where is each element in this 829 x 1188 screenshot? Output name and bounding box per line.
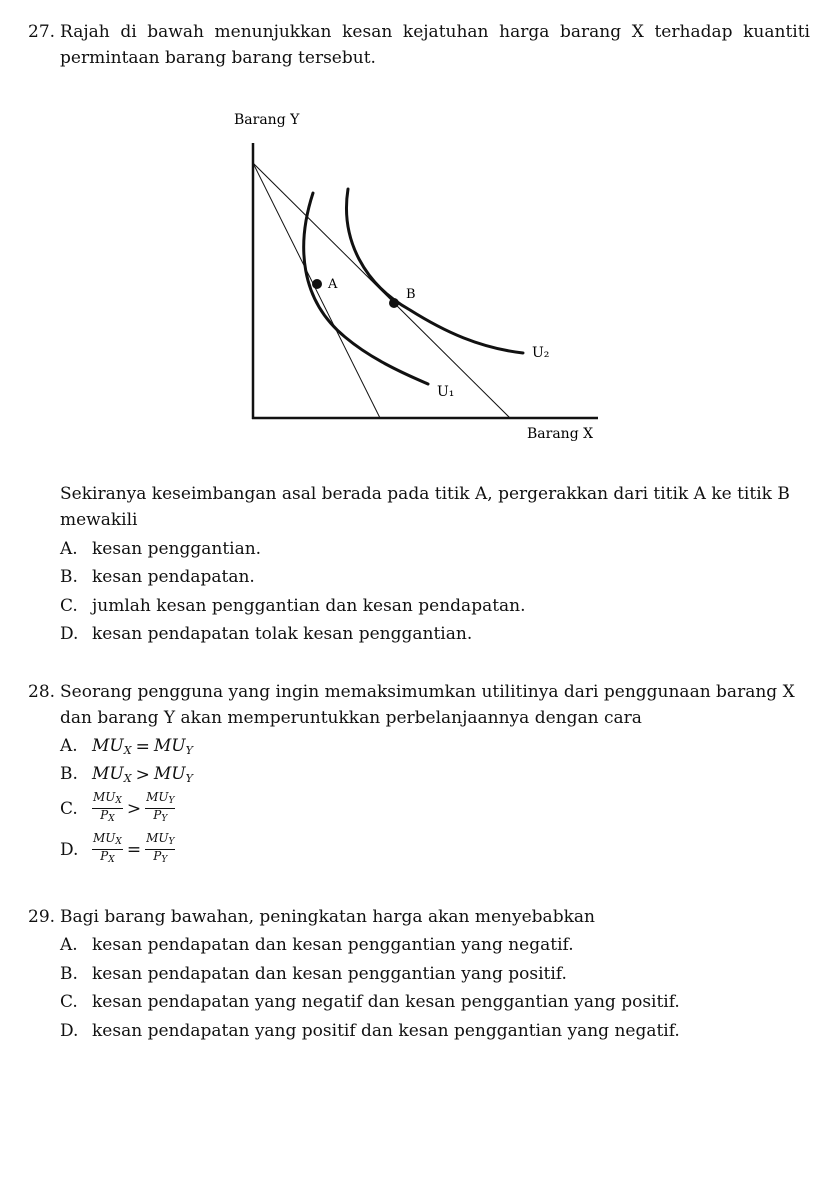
option-letter: D. xyxy=(60,624,79,644)
math-subscript: X xyxy=(123,772,132,785)
curve-u1-label: U₁ xyxy=(437,384,455,400)
option-28-c xyxy=(60,791,175,826)
option-28-d xyxy=(60,832,175,867)
option-text: kesan pendapatan dan kesan penggantian yang negatif. xyxy=(92,935,574,955)
y-axis-label: Barang Y xyxy=(234,112,300,128)
option-text: kesan pendapatan tolak kesan penggantian. xyxy=(92,624,473,644)
numerator-subscript: X xyxy=(115,837,122,847)
math-subscript: X xyxy=(123,744,132,757)
option-text: kesan pendapatan. xyxy=(92,567,255,587)
option-letter: C. xyxy=(60,798,78,819)
question-28-stem: Seorang pengguna yang ingin memaksimumkan utilitinya dari penggunaan barang X dan barang Y akan memperuntukkan perbelanjaannya dengan cara xyxy=(60,682,795,728)
indifference-curve-u2 xyxy=(347,189,523,353)
denominator-subscript: Y xyxy=(161,814,168,824)
option-27-c xyxy=(60,594,526,618)
option-29-b xyxy=(60,962,567,986)
option-28-b xyxy=(60,764,193,785)
x-axis-label: Barang X xyxy=(527,426,594,442)
math-operator: = xyxy=(135,736,150,757)
math-operator: > xyxy=(135,764,150,785)
numerator: MU xyxy=(93,831,116,845)
option-text: kesan pendapatan dan kesan penggantian yang positif. xyxy=(92,964,567,984)
question-stem: Rajah di bawah menunjukkan kesan kejatuhan harga barang X terhadap kuantiti permintaan barang barang tersebut. xyxy=(60,22,810,68)
indifference-curve-diagram xyxy=(200,100,620,450)
point-a-label: A xyxy=(328,277,338,292)
option-text: kesan penggantian. xyxy=(92,539,262,559)
math-term: MU xyxy=(92,764,124,784)
denominator: P xyxy=(153,808,162,822)
option-letter: B. xyxy=(60,764,78,784)
math-operator: > xyxy=(126,798,142,819)
option-letter: D. xyxy=(60,1021,79,1041)
math-term: MU xyxy=(153,764,186,784)
denominator-subscript: Y xyxy=(161,855,168,865)
option-letter: A. xyxy=(60,935,78,955)
option-28-a xyxy=(60,736,193,757)
option-letter: C. xyxy=(60,596,78,616)
denominator-subscript: X xyxy=(108,814,115,824)
math-subscript: Y xyxy=(185,744,193,757)
numerator: MU xyxy=(93,790,116,804)
fraction-right xyxy=(145,832,175,867)
option-text: kesan pendapatan yang negatif dan kesan penggantian yang positif. xyxy=(92,992,680,1012)
option-text: jumlah kesan penggantian dan kesan pendapatan. xyxy=(92,596,526,616)
option-letter: B. xyxy=(60,567,78,587)
point-b-label: B xyxy=(406,287,416,302)
math-term: MU xyxy=(153,736,186,756)
numerator: MU xyxy=(146,831,169,845)
point-a-marker xyxy=(312,279,322,289)
budget-line-original xyxy=(253,163,380,418)
math-subscript: Y xyxy=(185,772,193,785)
fraction-right xyxy=(145,791,175,826)
question-27-prompt: Sekiranya keseimbangan asal berada pada titik A, pergerakkan dari titik A ke titik B mewakili xyxy=(60,484,790,530)
option-29-a xyxy=(60,933,574,957)
option-text: kesan pendapatan yang positif dan kesan penggantian yang negatif. xyxy=(92,1021,680,1041)
option-27-a xyxy=(60,537,261,561)
numerator-subscript: X xyxy=(115,796,122,806)
point-b-marker xyxy=(389,298,399,308)
option-letter: D. xyxy=(60,839,79,860)
denominator: P xyxy=(100,808,109,822)
denominator-subscript: X xyxy=(108,855,115,865)
numerator-subscript: Y xyxy=(168,837,175,847)
numerator-subscript: Y xyxy=(168,796,175,806)
question-29-stem: Bagi barang bawahan, peningkatan harga akan menyebabkan xyxy=(60,907,595,927)
fraction-left xyxy=(92,791,123,826)
question-29-number: 29. xyxy=(28,907,56,927)
question-28-number: 28. xyxy=(28,682,56,702)
option-letter: A. xyxy=(60,736,78,756)
fraction-left xyxy=(92,832,123,867)
denominator: P xyxy=(100,849,109,863)
option-27-d xyxy=(60,622,472,646)
option-letter: C. xyxy=(60,992,78,1012)
option-29-c xyxy=(60,990,680,1014)
curve-u2-label: U₂ xyxy=(532,345,550,361)
denominator: P xyxy=(153,849,162,863)
numerator: MU xyxy=(146,790,169,804)
math-operator: = xyxy=(126,839,142,860)
question-number: 27. xyxy=(28,22,56,42)
option-27-b xyxy=(60,565,255,589)
option-29-d xyxy=(60,1019,680,1043)
option-letter: A. xyxy=(60,539,78,559)
math-term: MU xyxy=(92,736,124,756)
option-letter: B. xyxy=(60,964,78,984)
